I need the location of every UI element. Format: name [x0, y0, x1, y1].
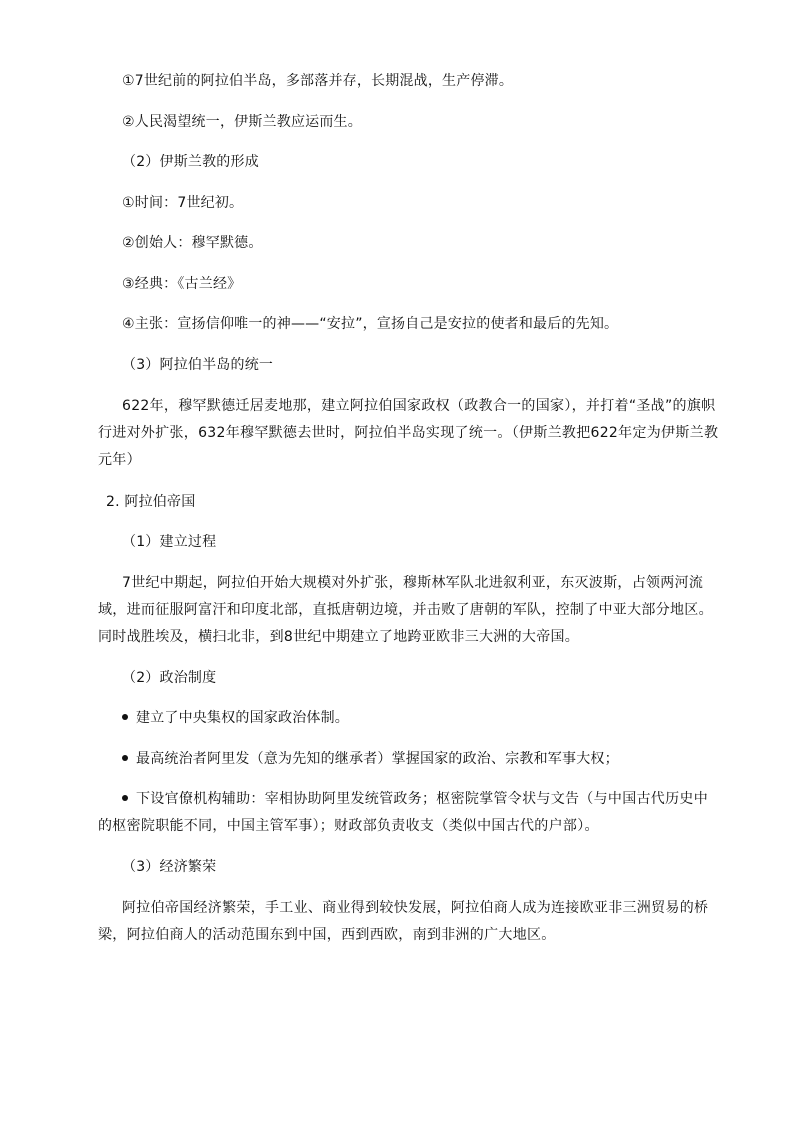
heading-economic-prosperity: （3）经济繁荣	[122, 859, 217, 875]
paragraph-line: 元年）	[98, 452, 141, 468]
bullet-line	[122, 786, 708, 813]
paragraph-establishment	[98, 570, 713, 651]
bullet-icon	[122, 714, 128, 720]
text-line-founder: ②创始人：穆罕默德。	[122, 235, 263, 251]
bullet-item	[122, 708, 349, 728]
paragraph-line: 阿拉伯帝国经济繁荣，手工业、商业得到较快发展，阿拉伯商人成为连接欧亚非三洲贸易的桥	[122, 900, 709, 916]
paragraph-unification	[98, 393, 719, 474]
bullet-text: 下设官僚机构辅助：宰相协助阿里发统管政务；枢密院掌管令状与文告（与中国古代历史中	[136, 791, 708, 807]
heading-political-system: （2）政治制度	[122, 670, 217, 686]
bullet-text: 最高统治者阿里发（意为先知的继承者）掌握国家的政治、宗教和军事大权；	[136, 751, 619, 767]
bullet-icon	[122, 795, 128, 801]
paragraph-line: 622年，穆罕默德迁居麦地那，建立阿拉伯国家政权（政教合一的国家），并打着“圣战”的旗帜	[122, 398, 716, 414]
paragraph-line: 7世纪中期起，阿拉伯开始大规模对外扩张，穆斯林军队北进叙利亚，东灭波斯，占领两河流	[122, 575, 704, 591]
bullet-icon	[122, 755, 128, 761]
bullet-item	[98, 786, 708, 840]
paragraph-economy	[98, 895, 709, 949]
paragraph-line: 行进对外扩张，632年穆罕默德去世时，阿拉伯半岛实现了统一。（伊斯兰教把622年定为伊斯兰教	[98, 425, 719, 441]
paragraph-line: 同时战胜埃及，横扫北非，到8世纪中期建立了地跨亚欧非三大洲的大帝国。	[98, 629, 580, 645]
bullet-item	[122, 749, 619, 769]
heading-islam-formation: （2）伊斯兰教的形成	[122, 154, 259, 170]
heading-establishment: （1）建立过程	[122, 534, 217, 550]
bullet-text: 建立了中央集权的国家政治体制。	[136, 710, 349, 726]
text-line-doctrine: ④主张：宣扬信仰唯一的神——“安拉”，宣扬自己是安拉的使者和最后的先知。	[122, 316, 619, 332]
paragraph-line: 域，进而征服阿富汗和印度北部，直抵唐朝边境，并击败了唐朝的军队，控制了中亚大部分地区。	[98, 602, 713, 618]
text-line-scripture: ③经典：《古兰经》	[122, 276, 242, 292]
heading-arabia-unification: （3）阿拉伯半岛的统一	[122, 357, 274, 373]
text-line-time: ①时间：7世纪初。	[122, 195, 244, 211]
heading-arab-empire: 2. 阿拉伯帝国	[106, 494, 196, 510]
paragraph-line: 梁，阿拉伯商人的活动范围东到中国，西到西欧，南到非洲的广大地区。	[98, 927, 556, 943]
text-line-pre7th: ①7世纪前的阿拉伯半岛，多部落并存，长期混战，生产停滞。	[122, 73, 514, 89]
bullet-line: 的枢密院职能不同，中国主管军事）；财政部负责收支（类似中国古代的户部）。	[98, 818, 599, 834]
text-line-desire-unity: ②人民渴望统一，伊斯兰教应运而生。	[122, 114, 362, 130]
